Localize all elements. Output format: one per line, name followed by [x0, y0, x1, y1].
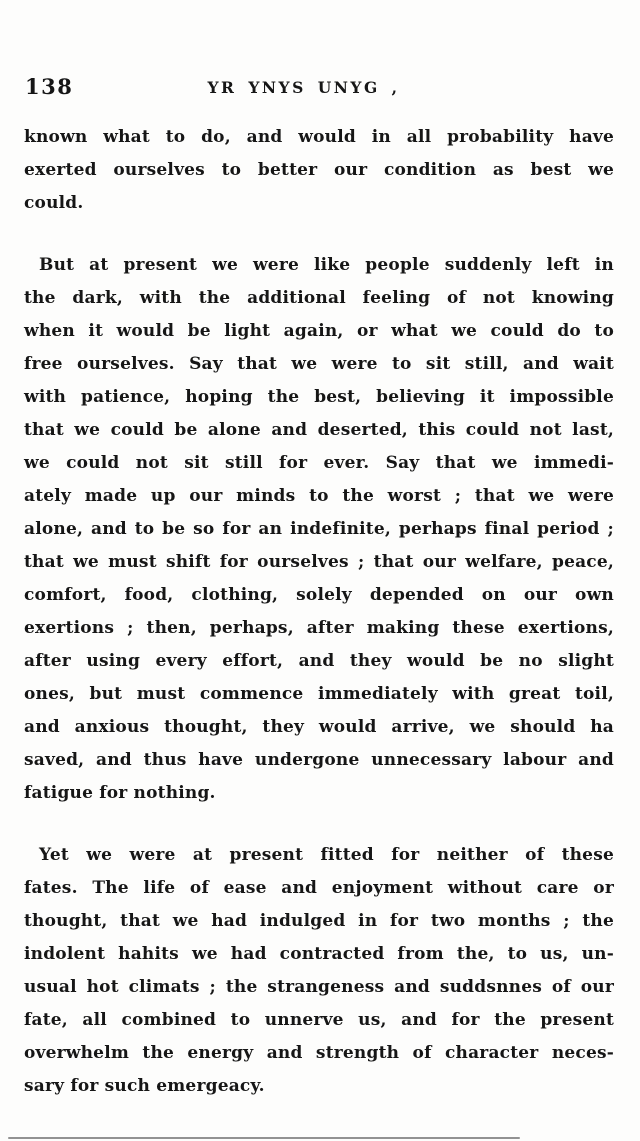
text-line: fates. The life of ease and enjoyment without care or — [24, 878, 614, 898]
text-line: exerted ourselves to better our condition as best we — [24, 160, 614, 180]
text-line: fate, all combined to unnerve us, and for the present — [24, 1010, 614, 1030]
text-line: that we could be alone and deserted, this could not last, — [24, 420, 614, 440]
text-line: overwhelm the energy and strength of character neces- — [24, 1043, 614, 1063]
text-line: usual hot climats ; the strangeness and suddsnnes of our — [24, 977, 614, 997]
running-title: YR YNYS UNYG , — [207, 78, 400, 97]
text-line: alone, and to be so for an indefinite, perhaps final period ; — [24, 519, 614, 539]
paragraph — [24, 249, 614, 810]
text-line: after using every effort, and they would be no slight — [24, 651, 614, 671]
text-line: indolent hahits we had contracted from the, to us, un- — [24, 944, 614, 964]
text-line: exertions ; then, perhaps, after making these exertions, — [24, 618, 614, 638]
text-line: Yet we were at present fitted for neither of these — [39, 845, 614, 865]
text-line: sary for such emergeacy. — [24, 1076, 265, 1096]
page-number: 138 — [25, 74, 74, 99]
text-line: fatigue for nothing. — [24, 783, 216, 803]
text-line: thought, that we had indulged in for two months ; the — [24, 911, 614, 931]
paragraph — [24, 839, 614, 1103]
paragraph — [24, 121, 614, 220]
text-line: saved, and thus have undergone unnecessary labour and — [24, 750, 614, 770]
text-line: with patience, hoping the best, believing it impossible — [24, 387, 614, 407]
text-line: ately made up our minds to the worst ; that we were — [24, 486, 614, 506]
text-line: could. — [24, 193, 84, 213]
text-line: when it would be light again, or what we could do to — [24, 321, 614, 341]
text-line: ones, but must commence immediately with great toil, — [24, 684, 614, 704]
text-line: the dark, with the additional feeling of not knowing — [24, 288, 614, 308]
scan-artifact-line — [8, 1137, 520, 1139]
page-header — [25, 74, 612, 102]
text-line: and anxious thought, they would arrive, we should ha — [24, 717, 614, 737]
text-line: free ourselves. Say that we were to sit still, and wait — [24, 354, 614, 374]
text-line: But at present we were like people suddenly left in — [39, 255, 614, 275]
text-line: comfort, food, clothing, solely depended on our own — [24, 585, 614, 605]
page-body — [24, 121, 614, 1132]
text-line: that we must shift for ourselves ; that our welfare, peace, — [24, 552, 614, 572]
text-line: we could not sit still for ever. Say that we immedi- — [24, 453, 614, 473]
text-line: known what to do, and would in all probability have — [24, 127, 614, 147]
